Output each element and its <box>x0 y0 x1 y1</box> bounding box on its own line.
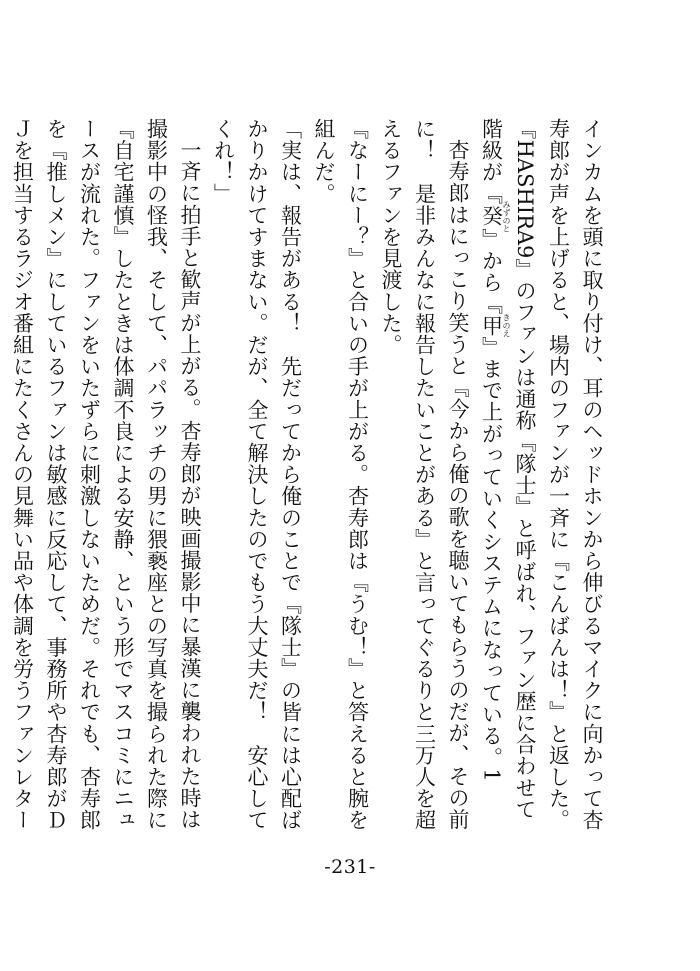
ruby-reading: みずのと <box>502 200 511 233</box>
ruby-base: 癸 <box>479 200 504 233</box>
vertical-text-body <box>10 118 608 838</box>
paragraph <box>206 118 307 838</box>
text-segment: 』のファンは通称『隊士』と呼ばれ、ファン歴に合わせて階級が『 <box>479 118 537 821</box>
text-segment: 一斉に拍手と歓声が上がる。杏寿郎が映画撮影中に暴漢に襲われた時は撮影中の怪我、そして、パパラッチの男に猥褻座との写真を撮られた際に『自宅謹慎』したときは体調不良による安静、という形でマスコミにニュースが流れた。ファンをいたずらに刺激しないためだ。それでも、杏寿郎を『推しメン』にしているファンは敏感に反応して、事務所や杏寿郎がＤＪを担当するラジオ番組にたくさんの見舞い品や体調を労うファンレター <box>10 118 202 831</box>
text-segment: 杏寿郎はにっこり笑うと『今から俺の歌を聴いてもらうのだが、その前に！ 是非みんなに報告したいことがある』と言ってぐるりと三万人を超えるファンを見渡した。 <box>379 118 470 831</box>
ruby-annotated-word <box>479 200 511 233</box>
paragraph <box>474 118 608 838</box>
latin-text-segment: HASHIRA9 <box>513 139 537 259</box>
ruby-base: 甲 <box>479 313 504 338</box>
paragraph <box>374 118 475 838</box>
page-number: -231- <box>324 856 376 878</box>
paragraph <box>307 118 374 838</box>
text-segment: 』から『 <box>479 228 504 315</box>
ruby-reading: きのえ <box>502 313 511 338</box>
paragraph <box>0 118 206 838</box>
text-segment: 』まで上がっていくシステムになっている。1 <box>479 336 504 783</box>
text-segment: 「実は、報告がある！ 先だってから俺のことで『隊士』の皆には心配ばかりかけてすまない。だが、全て解決したのでもう大丈夫だ！ 安心してくれ！」 <box>211 118 303 831</box>
text-segment: 『なーにー？』と合いの手が上がる。杏寿郎は『うむ！』と答えると腕を組んだ。 <box>312 118 370 831</box>
text-segment: インカムを頭に取り付け、耳のヘッドホンから伸びるマイクに向かって杏寿郎が声を上げると、場内のファンが一斉に『こんばんは！』と返した。『 <box>513 118 604 831</box>
ruby-annotated-word <box>479 313 511 338</box>
